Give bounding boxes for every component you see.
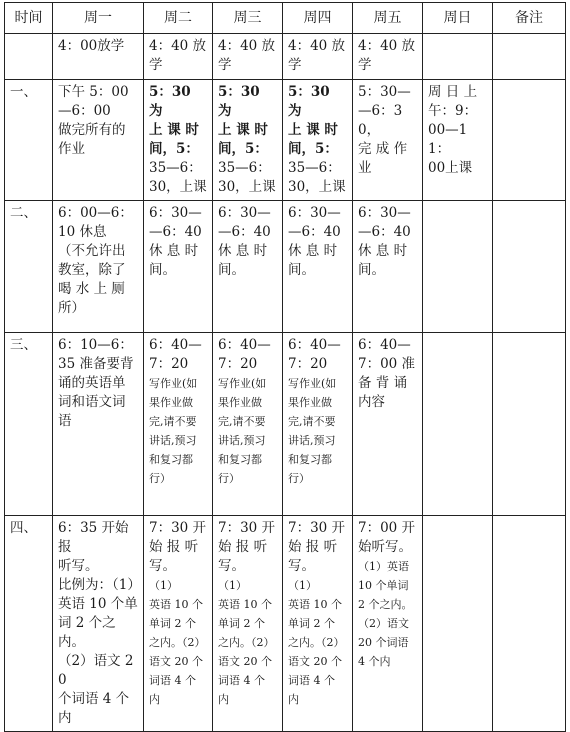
cell-line: 休 息 时 <box>149 243 199 259</box>
cell-line-small: 内 <box>149 693 160 706</box>
cell-line: 写。 <box>218 558 245 574</box>
cell-line: 35—6： <box>149 160 202 176</box>
cell-line: 做完所有的 <box>58 122 126 138</box>
cell-line: 7：20 <box>288 356 328 372</box>
schedule-cell <box>493 516 566 732</box>
cell-line-small: 10 个单词 <box>358 579 409 592</box>
cell-line-small: 2 个之内。 <box>358 598 413 611</box>
header-notes: 备注 <box>493 3 566 34</box>
cell-line: 00—11： <box>428 122 468 157</box>
cell-line-small: 讲话,预习 <box>288 434 336 447</box>
schedule-table <box>4 2 566 732</box>
cell-line: 7：00 准 <box>358 356 416 372</box>
cell-line-small: 完,请不要 <box>288 415 336 428</box>
cell-line: 上 课 时 <box>288 122 338 138</box>
cell-line-small: 写作业(如 <box>288 377 337 390</box>
schedule-cell <box>353 516 423 732</box>
schedule-cell <box>213 333 283 516</box>
cell-line: 6：40— <box>358 337 411 353</box>
schedule-cell <box>423 80 493 201</box>
cell-line-small: 完,请不要 <box>218 415 266 428</box>
cell-line: （不允许出 <box>58 243 126 259</box>
cell-line: 间，5： <box>218 141 268 157</box>
cell-line: 所） <box>58 300 85 316</box>
cell-line: 教室，除了 <box>58 262 126 278</box>
header-monday: 周一 <box>53 3 144 34</box>
cell-line: 下午 5：00 <box>58 84 129 100</box>
cell-line-small: 语文 20 个 <box>149 655 203 668</box>
cell-line-small: 写作业(如 <box>218 377 267 390</box>
schedule-cell <box>213 34 283 80</box>
time-cell: 三、 <box>5 333 53 516</box>
cell-line: 6：40— <box>149 337 202 353</box>
cell-line: 4：40 放 <box>218 38 276 54</box>
cell-line: 间。 <box>149 262 176 278</box>
schedule-cell <box>53 201 144 333</box>
cell-line: 学 <box>149 57 163 73</box>
cell-line: 间，5： <box>288 141 338 157</box>
cell-line: 内 <box>58 710 72 726</box>
header-wednesday: 周三 <box>213 3 283 34</box>
cell-line: 业 <box>358 160 372 176</box>
cell-line-small: 词语 4 个 <box>149 674 196 687</box>
cell-line-small: （1）英语 <box>358 560 409 573</box>
cell-line-small: 内 <box>288 693 299 706</box>
cell-line-small: 英语 10 个 <box>218 598 272 611</box>
schedule-cell <box>493 201 566 333</box>
table-row <box>5 201 566 333</box>
cell-line-small: 之内。（2） <box>218 636 275 649</box>
schedule-cell <box>53 333 144 516</box>
cell-line: 6：40— <box>288 337 341 353</box>
cell-line: —6：30， <box>358 103 403 138</box>
cell-line-small: 词语 4 个 <box>218 674 265 687</box>
cell-line: 上 课 时 <box>218 122 268 138</box>
cell-line-small: 讲话,预习 <box>218 434 266 447</box>
cell-line: 6：30— <box>288 205 341 221</box>
cell-line-small: 英语 10 个 <box>288 598 342 611</box>
cell-line: 比例为：（1） <box>58 577 141 593</box>
schedule-cell <box>144 201 213 333</box>
cell-line-small: 写作业(如 <box>149 377 198 390</box>
cell-line: 4：00放学 <box>58 38 125 54</box>
cell-line: 听写。 <box>58 558 99 574</box>
cell-line: 7：20 <box>149 356 189 372</box>
cell-line-small: （1） <box>218 579 247 592</box>
cell-line: 6：30— <box>149 205 202 221</box>
cell-line: 5：30 为 <box>218 84 260 119</box>
cell-line: 6：40— <box>218 337 271 353</box>
schedule-cell <box>144 333 213 516</box>
cell-line: 学 <box>218 57 232 73</box>
schedule-cell <box>144 34 213 80</box>
cell-line: 10 休息 <box>58 224 107 240</box>
cell-line-small: 和复习都 <box>288 453 332 466</box>
header-row <box>5 3 566 34</box>
schedule-cell <box>53 34 144 80</box>
cell-line: 35 准备要背 <box>58 356 134 372</box>
schedule-cell <box>493 34 566 80</box>
cell-line: 休 息 时 <box>218 243 268 259</box>
cell-line-small: 单词 2 个 <box>149 617 196 630</box>
cell-line: 备 背 诵 <box>358 375 408 391</box>
cell-line: 5：30 为 <box>288 84 330 119</box>
cell-line: 30，上课 <box>218 179 276 195</box>
cell-line: 间。 <box>358 262 385 278</box>
cell-line: 词和语文词 <box>58 394 126 410</box>
header-sunday: 周日 <box>423 3 493 34</box>
header-thursday: 周四 <box>283 3 353 34</box>
cell-line: 完 成 作 <box>358 141 408 157</box>
cell-line-small: 果作业做 <box>218 396 262 409</box>
cell-line-small: 之内。（2） <box>288 636 345 649</box>
time-cell: 四、 <box>5 516 53 732</box>
cell-line: —6：40 <box>358 224 411 240</box>
header-friday: 周五 <box>353 3 423 34</box>
schedule-cell <box>353 34 423 80</box>
schedule-cell <box>283 201 353 333</box>
cell-line: 诵的英语单 <box>58 375 126 391</box>
cell-line: 始 报 听 <box>218 539 268 555</box>
cell-line: 4：40 放 <box>149 38 207 54</box>
cell-line-small: 果作业做 <box>288 396 332 409</box>
time-cell <box>5 34 53 80</box>
schedule-cell <box>423 516 493 732</box>
cell-line-small: 果作业做 <box>149 396 193 409</box>
cell-line: 英语 10 个单 <box>58 596 138 612</box>
cell-line: 午：9： <box>428 103 478 119</box>
cell-line-small: （2）语文 <box>358 617 409 630</box>
schedule-cell <box>283 333 353 516</box>
cell-line: 写。 <box>149 558 176 574</box>
schedule-cell <box>53 516 144 732</box>
cell-line: 7：20 <box>218 356 258 372</box>
cell-line: 7：30 开 <box>288 520 346 536</box>
cell-line: —6：00 <box>58 103 111 119</box>
cell-line: 6：30— <box>358 205 411 221</box>
cell-line: 词 2 个之内。 <box>58 615 116 650</box>
cell-line-small: 之内。（2） <box>149 636 206 649</box>
cell-line-small: 行） <box>149 472 171 485</box>
cell-line: 7：30 开 <box>218 520 276 536</box>
cell-line-small: 语文 20 个 <box>288 655 342 668</box>
cell-line-small: 讲话,预习 <box>149 434 197 447</box>
cell-line: （2）语文 20 <box>58 653 134 688</box>
cell-line: 休 息 时 <box>288 243 338 259</box>
cell-line-small: 20 个词语 <box>358 636 409 649</box>
table-row <box>5 34 566 80</box>
header-tuesday: 周二 <box>144 3 213 34</box>
cell-line-small: （1） <box>288 579 317 592</box>
time-cell: 一、 <box>5 80 53 201</box>
cell-line: 写。 <box>288 558 315 574</box>
cell-line-small: （1） <box>149 579 178 592</box>
schedule-cell <box>283 34 353 80</box>
cell-line: —6：40 <box>288 224 341 240</box>
cell-line-small: 词语 4 个 <box>288 674 335 687</box>
schedule-cell <box>353 80 423 201</box>
cell-line: 始 报 听 <box>149 539 199 555</box>
schedule-cell <box>353 201 423 333</box>
cell-line: 学 <box>288 57 302 73</box>
cell-line: 内容 <box>358 394 385 410</box>
table-row <box>5 80 566 201</box>
cell-line: 喝 水 上 厕 <box>58 281 125 297</box>
schedule-cell <box>423 333 493 516</box>
cell-line: 35—6： <box>218 160 271 176</box>
cell-line: 7：30 开 <box>149 520 207 536</box>
schedule-cell <box>493 80 566 201</box>
cell-line: 休 息 时 <box>358 243 408 259</box>
cell-line: 35—6： <box>288 160 341 176</box>
schedule-cell <box>283 516 353 732</box>
cell-line: —6：40 <box>149 224 202 240</box>
schedule-cell <box>353 333 423 516</box>
header-time: 时间 <box>5 3 53 34</box>
schedule-cell <box>144 516 213 732</box>
cell-line: 学 <box>358 57 372 73</box>
cell-line: 30，上课 <box>149 179 207 195</box>
cell-line: 4：40 放 <box>288 38 346 54</box>
cell-line-small: 和复习都 <box>149 453 193 466</box>
cell-line: 作业 <box>58 141 85 157</box>
schedule-cell <box>213 80 283 201</box>
cell-line: —6：40 <box>218 224 271 240</box>
cell-line: 上 课 时 <box>149 122 199 138</box>
cell-line-small: 内 <box>218 693 229 706</box>
schedule-cell <box>213 201 283 333</box>
schedule-cell <box>423 201 493 333</box>
cell-line-small: 4 个内 <box>358 655 391 668</box>
schedule-cell <box>283 80 353 201</box>
table-row <box>5 516 566 732</box>
schedule-cell <box>53 80 144 201</box>
cell-line-small: 完,请不要 <box>149 415 197 428</box>
cell-line: 周 日 上 <box>428 84 478 100</box>
cell-line: 间，5： <box>149 141 199 157</box>
cell-line: 00上课 <box>428 160 473 176</box>
cell-line-small: 英语 10 个 <box>149 598 203 611</box>
schedule-cell <box>493 333 566 516</box>
schedule-cell <box>144 80 213 201</box>
cell-line: 6：30— <box>218 205 271 221</box>
cell-line-small: 语文 20 个 <box>218 655 272 668</box>
schedule-cell <box>423 34 493 80</box>
cell-line-small: 和复习都 <box>218 453 262 466</box>
cell-line-small: 行） <box>288 472 310 485</box>
cell-line: 6：00—6： <box>58 205 133 221</box>
table-row <box>5 333 566 516</box>
cell-line: 5：30— <box>358 84 411 100</box>
cell-line: 间。 <box>218 262 245 278</box>
cell-line-small: 单词 2 个 <box>288 617 335 630</box>
cell-line: 个词语 4 个 <box>58 691 130 707</box>
cell-line: 5：30 为 <box>149 84 191 119</box>
cell-line: 始 报 听 <box>288 539 338 555</box>
cell-line: 语 <box>58 413 72 429</box>
cell-line: 7：00 开 <box>358 520 416 536</box>
cell-line: 30，上课 <box>288 179 346 195</box>
cell-line-small: 行） <box>218 472 240 485</box>
schedule-cell <box>213 516 283 732</box>
cell-line: 6：35 开始报 <box>58 520 129 555</box>
cell-line: 始听写。 <box>358 539 412 555</box>
cell-line-small: 单词 2 个 <box>218 617 265 630</box>
cell-line: 4：40 放 <box>358 38 416 54</box>
cell-line: 间。 <box>288 262 315 278</box>
time-cell: 二、 <box>5 201 53 333</box>
cell-line: 6：10—6： <box>58 337 133 353</box>
